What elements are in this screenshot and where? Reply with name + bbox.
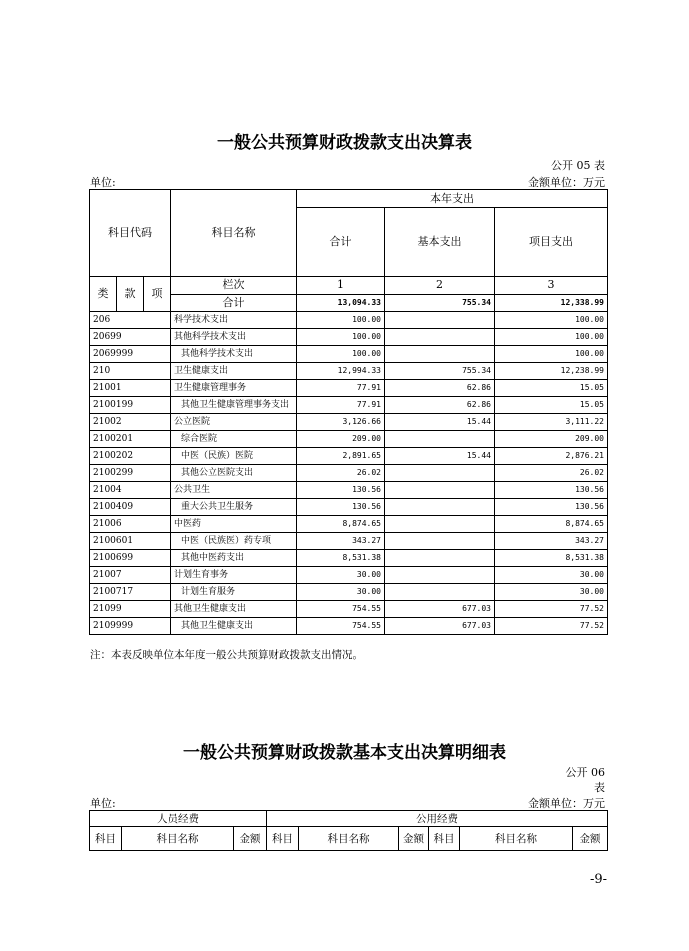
row-name: 计划生育服务 — [171, 584, 297, 601]
row-project: 2,876.21 — [495, 448, 608, 465]
row-name: 计划生育事务 — [171, 567, 297, 584]
table-row — [90, 465, 608, 482]
row-basic — [385, 567, 495, 584]
row-project: 130.56 — [495, 482, 608, 499]
detail-amount-2: 金额 — [399, 827, 429, 851]
row-total: 30.00 — [297, 567, 385, 584]
header-xiang: 项 — [144, 277, 171, 312]
row-name: 卫生健康管理事务 — [171, 380, 297, 397]
row-code: 2100202 — [90, 448, 171, 465]
row-basic — [385, 346, 495, 363]
page-number: -9- — [589, 872, 607, 887]
row-name: 卫生健康支出 — [171, 363, 297, 380]
row-code: 210 — [90, 363, 171, 380]
row-name: 其他科学技术支出 — [171, 346, 297, 363]
row-total: 130.56 — [297, 499, 385, 516]
row-basic: 15.44 — [385, 448, 495, 465]
row-total: 343.27 — [297, 533, 385, 550]
table-row — [90, 533, 608, 550]
table-row — [90, 312, 608, 329]
table1-note: 注：本表反映单位本年度一般公共预算财政拨款支出情况。 — [90, 649, 363, 661]
detail-amount-3: 金额 — [573, 827, 608, 851]
header-lei: 类 — [90, 277, 117, 312]
row-code: 21002 — [90, 414, 171, 431]
row-basic: 677.03 — [385, 601, 495, 618]
row-code: 21004 — [90, 482, 171, 499]
detail-amount-1: 金额 — [234, 827, 267, 851]
row-project: 3,111.22 — [495, 414, 608, 431]
col-index-3: 3 — [495, 277, 608, 295]
row-project: 130.56 — [495, 499, 608, 516]
row-code: 2100409 — [90, 499, 171, 516]
table1-title: 一般公共预算财政拨款支出决算表 — [217, 133, 472, 153]
row-project: 12,238.99 — [495, 363, 608, 380]
row-code: 206 — [90, 312, 171, 329]
row-project: 100.00 — [495, 312, 608, 329]
row-basic — [385, 550, 495, 567]
table-row — [90, 431, 608, 448]
table-row — [90, 567, 608, 584]
table-row — [90, 601, 608, 618]
row-name: 综合医院 — [171, 431, 297, 448]
row-basic — [385, 584, 495, 601]
detail-subject-name-3: 科目名称 — [460, 827, 573, 851]
row-basic — [385, 482, 495, 499]
row-code: 21099 — [90, 601, 171, 618]
row-basic — [385, 312, 495, 329]
col-index-2: 2 — [385, 277, 495, 295]
row-total: 100.00 — [297, 329, 385, 346]
header-subject-code: 科目代码 — [90, 190, 171, 277]
row-basic: 62.86 — [385, 380, 495, 397]
row-project: 15.05 — [495, 380, 608, 397]
table-row — [90, 618, 608, 635]
row-total: 77.91 — [297, 380, 385, 397]
table-row — [90, 346, 608, 363]
detail-subject-name-1: 科目名称 — [122, 827, 234, 851]
row-name: 重大公共卫生服务 — [171, 499, 297, 516]
row-code: 2100201 — [90, 431, 171, 448]
row-name: 其他中医药支出 — [171, 550, 297, 567]
row-total: 100.00 — [297, 312, 385, 329]
row-total: 3,126.66 — [297, 414, 385, 431]
row-project: 343.27 — [495, 533, 608, 550]
table-row — [90, 414, 608, 431]
row-name: 中医药 — [171, 516, 297, 533]
table2-title: 一般公共预算财政拨款基本支出决算明细表 — [183, 743, 506, 763]
row-name: 其他卫生健康管理事务支出 — [171, 397, 297, 414]
row-basic — [385, 465, 495, 482]
row-total: 754.55 — [297, 601, 385, 618]
table-row — [90, 516, 608, 533]
col-index-1: 1 — [297, 277, 385, 295]
row-code: 2069999 — [90, 346, 171, 363]
row-total: 30.00 — [297, 584, 385, 601]
table-row — [90, 499, 608, 516]
row-name: 中医（民族）医院 — [171, 448, 297, 465]
header-lanci: 栏次 — [171, 277, 297, 295]
expenditure-table — [89, 189, 608, 635]
header-kuan: 款 — [117, 277, 144, 312]
table1-code: 公开 05 表 — [551, 159, 605, 172]
row-basic: 677.03 — [385, 618, 495, 635]
detail-subject-1: 科目 — [90, 827, 122, 851]
sum-project: 12,338.99 — [495, 294, 608, 312]
table-row — [90, 550, 608, 567]
table-row — [90, 363, 608, 380]
row-code: 21001 — [90, 380, 171, 397]
row-basic — [385, 329, 495, 346]
table2-money-unit: 金额单位：万元 — [528, 797, 605, 810]
table1-money-unit: 金额单位：万元 — [528, 176, 605, 189]
table-row — [90, 584, 608, 601]
row-project: 100.00 — [495, 329, 608, 346]
header-total: 合计 — [297, 208, 385, 277]
sum-basic: 755.34 — [385, 294, 495, 312]
row-project: 100.00 — [495, 346, 608, 363]
table-row — [90, 380, 608, 397]
row-code: 2100601 — [90, 533, 171, 550]
row-project: 77.52 — [495, 618, 608, 635]
row-project: 77.52 — [495, 601, 608, 618]
row-name: 其他卫生健康支出 — [171, 618, 297, 635]
row-basic — [385, 516, 495, 533]
row-total: 209.00 — [297, 431, 385, 448]
header-basic: 基本支出 — [385, 208, 495, 277]
basic-expenditure-detail-table — [89, 810, 608, 851]
table-row — [90, 329, 608, 346]
row-name: 中医（民族医）药专项 — [171, 533, 297, 550]
row-code: 2100699 — [90, 550, 171, 567]
detail-subject-name-2: 科目名称 — [299, 827, 399, 851]
row-project: 15.05 — [495, 397, 608, 414]
row-code: 2100717 — [90, 584, 171, 601]
row-total: 100.00 — [297, 346, 385, 363]
row-code: 21007 — [90, 567, 171, 584]
row-code: 2100299 — [90, 465, 171, 482]
row-total: 130.56 — [297, 482, 385, 499]
row-project: 8,531.38 — [495, 550, 608, 567]
sum-total: 13,094.33 — [297, 294, 385, 312]
table1-unit-label: 单位: — [90, 176, 116, 189]
row-basic — [385, 533, 495, 550]
row-basic: 755.34 — [385, 363, 495, 380]
row-name: 其他卫生健康支出 — [171, 601, 297, 618]
table-row — [90, 482, 608, 499]
header-current-year: 本年支出 — [297, 190, 608, 208]
table-row — [90, 397, 608, 414]
row-code: 21006 — [90, 516, 171, 533]
row-total: 8,874.65 — [297, 516, 385, 533]
row-name: 公共卫生 — [171, 482, 297, 499]
row-project: 8,874.65 — [495, 516, 608, 533]
row-basic — [385, 431, 495, 448]
table2-unit-label: 单位: — [90, 797, 116, 810]
row-basic: 15.44 — [385, 414, 495, 431]
row-code: 2109999 — [90, 618, 171, 635]
row-total: 77.91 — [297, 397, 385, 414]
row-project: 30.00 — [495, 584, 608, 601]
row-project: 26.02 — [495, 465, 608, 482]
personnel-expense-header: 人员经费 — [90, 811, 267, 827]
row-total: 754.55 — [297, 618, 385, 635]
row-name: 其他科学技术支出 — [171, 329, 297, 346]
public-expense-header: 公用经费 — [267, 811, 608, 827]
row-code: 20699 — [90, 329, 171, 346]
detail-subject-3: 科目 — [429, 827, 460, 851]
row-name: 其他公立医院支出 — [171, 465, 297, 482]
detail-subject-2: 科目 — [267, 827, 299, 851]
row-total: 8,531.38 — [297, 550, 385, 567]
row-project: 209.00 — [495, 431, 608, 448]
row-name: 公立医院 — [171, 414, 297, 431]
row-basic: 62.86 — [385, 397, 495, 414]
row-name: 科学技术支出 — [171, 312, 297, 329]
sum-label: 合计 — [171, 294, 297, 312]
table2-code-line1: 公开 06 — [565, 766, 605, 779]
row-basic — [385, 499, 495, 516]
row-total: 12,994.33 — [297, 363, 385, 380]
row-project: 30.00 — [495, 567, 608, 584]
row-code: 2100199 — [90, 397, 171, 414]
header-subject-name: 科目名称 — [171, 190, 297, 277]
header-project: 项目支出 — [495, 208, 608, 277]
table2-code-line2: 表 — [594, 781, 605, 794]
table-row — [90, 448, 608, 465]
row-total: 26.02 — [297, 465, 385, 482]
row-total: 2,891.65 — [297, 448, 385, 465]
